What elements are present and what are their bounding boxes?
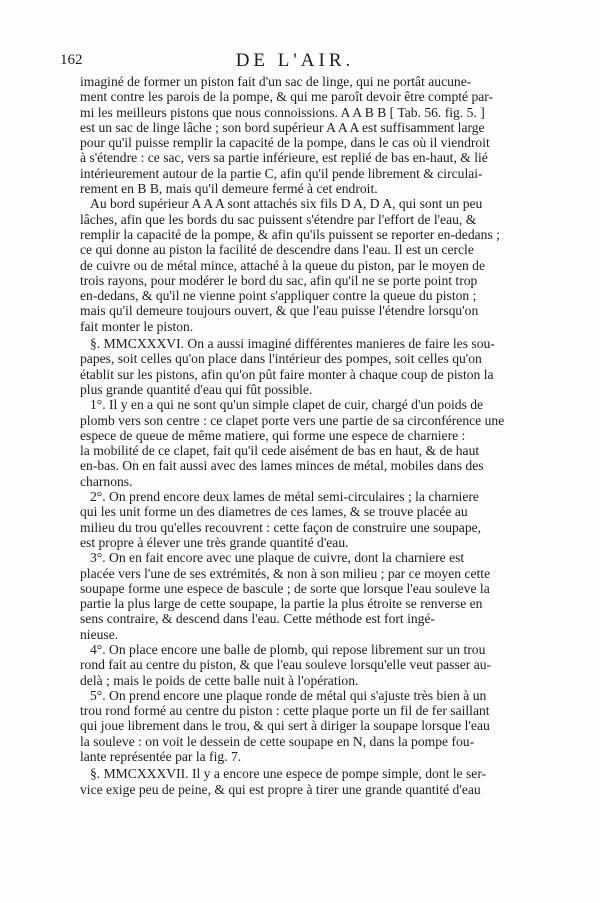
text-line: 1°. Il y en a qui ne sont qu'un simple clapet de cuir, chargé d'un poids de — [90, 397, 484, 413]
text-line: qui les unit forme un des diametres de ces lames, & se trouve placée au — [80, 504, 468, 520]
text-line: sens contraire, & descend dans l'eau. Cette méthode est fort ingé- — [80, 611, 436, 627]
text-line: charnons. — [80, 473, 133, 489]
text-line: 5°. On prend encore une plaque ronde de métal qui s'ajuste très bien à un — [90, 687, 487, 703]
text-line: est un sac de linge lâche ; son bord supérieur A A A est suffisamment large — [80, 119, 485, 135]
text-line: 3°. On en fait encore avec une plaque de cuivre, dont la charniere est — [90, 550, 465, 566]
text-line: plomb vers son centre : ce clapet porte vers une partie de sa circonférence une — [80, 412, 505, 428]
text-line: lâches, afin que les bords du sac puissent s'étendre par l'effort de l'eau, & — [80, 211, 477, 227]
text-line: ce qui donne au piston la facilité de descendre dans l'eau. Il est un cercle — [80, 242, 474, 258]
section-heading-line: §. MMCXXXVII. Il y a encore une espece de pompe simple, dont le ser- — [90, 766, 487, 782]
text-line: mais qu'il demeure toujours ouvert, & que l'eau puisse l'étendre lorsqu'on — [80, 303, 479, 319]
text-line: à s'étendre : ce sac, vers sa partie inférieure, est replié de bas en-haut, & lié — [80, 150, 488, 166]
text-line: plus grande quantité d'eau qui fût possible. — [80, 381, 313, 397]
text-line: la mobilité de ce clapet, fait qu'il cede aisément de bas en haut, & de haut — [80, 443, 480, 459]
text-line: en-bas. On en fait aussi avec des lames minces de métal, mobiles dans des — [80, 458, 484, 474]
text-line: milieu du trou qu'elles recouvrent : cette façon de construire une soupape, — [80, 519, 482, 535]
text-line: 2°. On prend encore deux lames de métal semi-circulaires ; la charniere — [90, 489, 479, 505]
text-line: Au bord supérieur A A A sont attachés six fils D A, D A, qui sont un peu — [90, 196, 483, 212]
text-line: placée vers l'une de ses extrémités, & non à son milieu ; par ce moyen cette — [80, 565, 491, 581]
text-line: nieuse. — [80, 626, 119, 642]
page-number: 162 — [60, 52, 83, 68]
text-line: rond fait au centre du piston, & que l'eau souleve lorsqu'elle veut passer au- — [80, 657, 492, 673]
text-line: pour qu'il puisse remplir la capacité de la pompe, dans le cas où il viendroit — [80, 135, 490, 151]
text-line: lante représentée par la fig. 7. — [80, 749, 242, 765]
text-line: ment contre les parois de la pompe, & qui me paroît devoir être compté par- — [80, 89, 494, 105]
text-line: intérieurement autour de la partie C, afin qu'il pende librement & circulai- — [80, 165, 483, 181]
text-line: espece de queue de même matiere, qui forme une espece de charniere : — [80, 427, 466, 443]
text-line: qui joue librement dans le trou, & qui sert à diriger la soupape lorsque l'eau — [80, 718, 490, 734]
text-line: delà ; mais le poids de cette balle nuit à l'opération. — [80, 672, 359, 688]
text-line: 4°. On place encore une balle de plomb, qui repose librement sur un trou — [90, 641, 486, 657]
text-line: trou rond formé au centre du piston : cette plaque porte un fil de fer saillant — [80, 703, 490, 719]
page-header — [60, 50, 530, 76]
text-line: en-dedans, & qu'il ne vienne point s'appliquer contre la queue du piston ; — [80, 288, 477, 304]
text-line: est propre à élever une très grande quantité d'eau. — [80, 534, 349, 550]
text-line: partie la plus large de cette soupape, la partie la plus étroite se renverse en — [80, 596, 483, 612]
text-line: remplir la capacité de la pompe, & afin qu'ils puissent se reporter en-dedans ; — [80, 226, 500, 242]
text-line: établit sur les pistons, afin qu'on pût faire monter à chaque coup de piston la — [80, 366, 494, 382]
text-line: vice exige peu de peine, & qui est propre à tirer une grande quantité d'eau — [80, 781, 481, 797]
text-line: mi les meilleurs pistons que nous connoissions. A A B B [ Tab. 56. fig. 5. ] — [80, 104, 485, 120]
text-line: trois rayons, pour modérer le bord du sac, afin qu'il ne se porte point trop — [80, 272, 478, 288]
text-line: la souleve : on voit le dessein de cette soupape en N, dans la pompe fou- — [80, 733, 475, 749]
body-text — [80, 74, 532, 797]
text-line: fait monter le piston. — [80, 318, 194, 334]
text-line: imaginé de former un piston fait d'un sac de linge, qui ne portât aucune- — [80, 74, 472, 89]
text-line: soupape forme une espece de bascule ; de sorte que lorsque l'eau souleve la — [80, 580, 490, 596]
running-title: DE L'AIR. — [235, 50, 355, 71]
text-line: de cuivre ou de métal mince, attaché à la queue du piston, par le moyen de — [80, 257, 486, 273]
section-heading-line: §. MMCXXXVI. On a aussi imaginé différentes manieres de faire les sou- — [90, 336, 495, 352]
text-line: papes, soit celles qu'on place dans l'intérieur des pompes, soit celles qu'on — [80, 351, 482, 367]
text-line: rement en B B, mais qu'il demeure fermé à cet endroit. — [80, 181, 378, 197]
